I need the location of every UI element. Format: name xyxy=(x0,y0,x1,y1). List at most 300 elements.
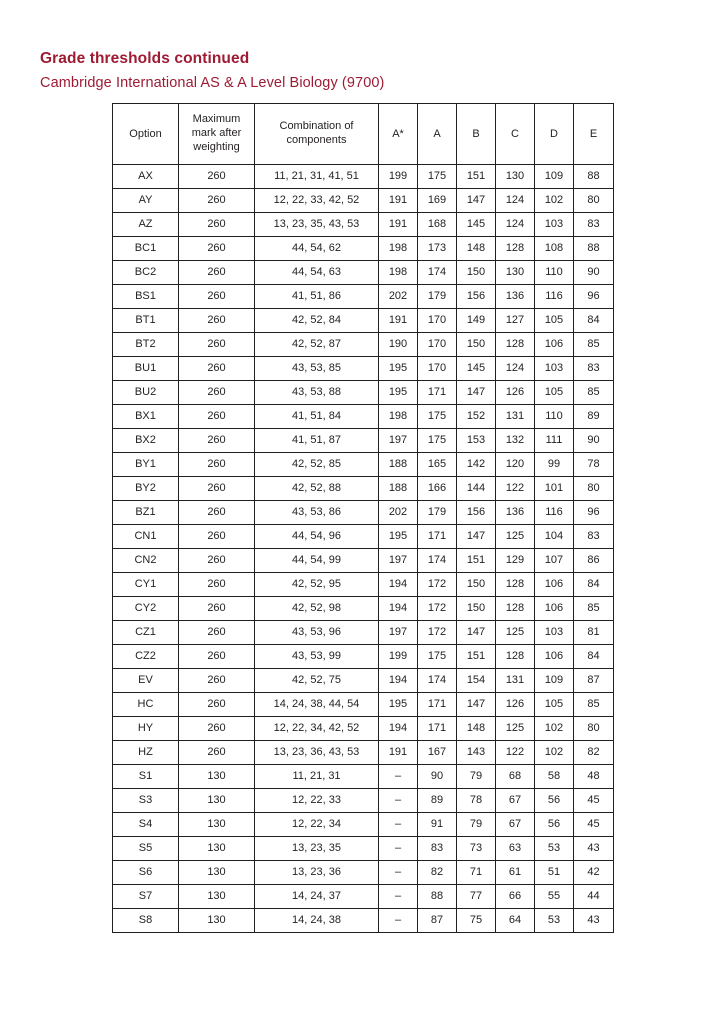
cell-grade-e: 84 xyxy=(574,645,614,669)
table-row xyxy=(113,333,614,357)
cell-grade-b: 156 xyxy=(457,501,496,525)
cell-combination: 44, 54, 99 xyxy=(255,549,379,573)
table-row xyxy=(113,885,614,909)
cell-option: S1 xyxy=(113,765,179,789)
cell-grade-d: 103 xyxy=(535,621,574,645)
cell-grade-c: 125 xyxy=(496,525,535,549)
cell-grade-e: 83 xyxy=(574,357,614,381)
column-header-combination-line-1: Combination of xyxy=(279,120,354,133)
cell-grade-a: 175 xyxy=(418,165,457,189)
cell-maximum-mark: 260 xyxy=(179,333,255,357)
cell-grade-b: 147 xyxy=(457,621,496,645)
cell-grade-a-star: 198 xyxy=(379,237,418,261)
cell-grade-b: 147 xyxy=(457,525,496,549)
cell-grade-c: 130 xyxy=(496,261,535,285)
cell-grade-a-star: 202 xyxy=(379,501,418,525)
cell-combination: 42, 52, 88 xyxy=(255,477,379,501)
cell-grade-e: 96 xyxy=(574,285,614,309)
cell-grade-b: 79 xyxy=(457,765,496,789)
cell-grade-d: 106 xyxy=(535,597,574,621)
cell-maximum-mark: 260 xyxy=(179,573,255,597)
cell-combination: 43, 53, 88 xyxy=(255,381,379,405)
cell-maximum-mark: 260 xyxy=(179,693,255,717)
cell-option: HY xyxy=(113,717,179,741)
cell-grade-b: 147 xyxy=(457,189,496,213)
cell-grade-d: 101 xyxy=(535,477,574,501)
cell-grade-a: 171 xyxy=(418,693,457,717)
cell-combination: 42, 52, 98 xyxy=(255,597,379,621)
cell-option: CY1 xyxy=(113,573,179,597)
cell-maximum-mark: 260 xyxy=(179,525,255,549)
cell-grade-a: 82 xyxy=(418,861,457,885)
column-header-combination-line-2: components xyxy=(286,134,347,146)
column-header-grade-b: B xyxy=(457,104,496,165)
cell-grade-a-star: – xyxy=(379,813,418,837)
cell-maximum-mark: 260 xyxy=(179,381,255,405)
cell-option: CZ1 xyxy=(113,621,179,645)
cell-grade-a: 173 xyxy=(418,237,457,261)
cell-option: S8 xyxy=(113,909,179,933)
cell-grade-a-star: 195 xyxy=(379,381,418,405)
cell-grade-a-star: 188 xyxy=(379,453,418,477)
column-header-grade-a-star: A* xyxy=(379,104,418,165)
cell-option: BC1 xyxy=(113,237,179,261)
cell-grade-e: 81 xyxy=(574,621,614,645)
cell-grade-e: 80 xyxy=(574,189,614,213)
table-row xyxy=(113,453,614,477)
column-header-grade-e: E xyxy=(574,104,614,165)
cell-combination: 41, 51, 84 xyxy=(255,405,379,429)
cell-combination: 43, 53, 99 xyxy=(255,645,379,669)
cell-option: CY2 xyxy=(113,597,179,621)
cell-maximum-mark: 260 xyxy=(179,213,255,237)
cell-grade-d: 99 xyxy=(535,453,574,477)
cell-grade-e: 43 xyxy=(574,837,614,861)
cell-grade-a: 166 xyxy=(418,477,457,501)
cell-grade-a-star: 194 xyxy=(379,669,418,693)
cell-grade-b: 71 xyxy=(457,861,496,885)
cell-option: S7 xyxy=(113,885,179,909)
cell-grade-b: 147 xyxy=(457,693,496,717)
cell-grade-d: 109 xyxy=(535,165,574,189)
cell-combination: 14, 24, 38, 44, 54 xyxy=(255,693,379,717)
cell-grade-e: 90 xyxy=(574,429,614,453)
cell-maximum-mark: 260 xyxy=(179,621,255,645)
table-row xyxy=(113,741,614,765)
cell-option: BX1 xyxy=(113,405,179,429)
table-row xyxy=(113,717,614,741)
table-row xyxy=(113,693,614,717)
cell-combination: 42, 52, 87 xyxy=(255,333,379,357)
cell-combination: 12, 22, 33 xyxy=(255,789,379,813)
cell-grade-a-star: – xyxy=(379,765,418,789)
cell-grade-a-star: 199 xyxy=(379,165,418,189)
cell-grade-c: 67 xyxy=(496,789,535,813)
cell-grade-a-star: 198 xyxy=(379,261,418,285)
cell-grade-a: 174 xyxy=(418,669,457,693)
cell-grade-e: 84 xyxy=(574,309,614,333)
cell-grade-c: 128 xyxy=(496,333,535,357)
cell-grade-b: 79 xyxy=(457,813,496,837)
cell-combination: 42, 52, 95 xyxy=(255,573,379,597)
cell-grade-a-star: 188 xyxy=(379,477,418,501)
cell-grade-b: 78 xyxy=(457,789,496,813)
cell-grade-b: 147 xyxy=(457,381,496,405)
cell-grade-b: 75 xyxy=(457,909,496,933)
cell-grade-e: 88 xyxy=(574,237,614,261)
cell-grade-c: 66 xyxy=(496,885,535,909)
cell-grade-c: 124 xyxy=(496,357,535,381)
cell-grade-a: 175 xyxy=(418,429,457,453)
cell-grade-c: 127 xyxy=(496,309,535,333)
table-row xyxy=(113,549,614,573)
cell-combination: 43, 53, 85 xyxy=(255,357,379,381)
heading-block xyxy=(40,48,660,94)
cell-maximum-mark: 260 xyxy=(179,453,255,477)
table-row xyxy=(113,405,614,429)
cell-grade-c: 125 xyxy=(496,717,535,741)
cell-maximum-mark: 260 xyxy=(179,717,255,741)
cell-grade-a: 172 xyxy=(418,573,457,597)
grade-thresholds-table-wrapper xyxy=(112,103,614,933)
cell-grade-b: 151 xyxy=(457,549,496,573)
cell-grade-c: 120 xyxy=(496,453,535,477)
cell-maximum-mark: 260 xyxy=(179,189,255,213)
cell-grade-a-star: 195 xyxy=(379,525,418,549)
cell-grade-c: 61 xyxy=(496,861,535,885)
cell-maximum-mark: 130 xyxy=(179,837,255,861)
cell-option: BX2 xyxy=(113,429,179,453)
cell-combination: 14, 24, 37 xyxy=(255,885,379,909)
cell-grade-e: 89 xyxy=(574,405,614,429)
cell-grade-a-star: 191 xyxy=(379,189,418,213)
cell-grade-b: 144 xyxy=(457,477,496,501)
cell-option: BT2 xyxy=(113,333,179,357)
table-row xyxy=(113,765,614,789)
cell-grade-b: 148 xyxy=(457,717,496,741)
cell-grade-d: 106 xyxy=(535,333,574,357)
cell-grade-b: 156 xyxy=(457,285,496,309)
cell-maximum-mark: 130 xyxy=(179,909,255,933)
cell-maximum-mark: 260 xyxy=(179,237,255,261)
cell-grade-d: 105 xyxy=(535,309,574,333)
cell-grade-a-star: – xyxy=(379,909,418,933)
cell-grade-a: 90 xyxy=(418,765,457,789)
cell-maximum-mark: 260 xyxy=(179,429,255,453)
cell-grade-a: 179 xyxy=(418,285,457,309)
cell-grade-c: 63 xyxy=(496,837,535,861)
cell-grade-b: 142 xyxy=(457,453,496,477)
cell-grade-c: 122 xyxy=(496,741,535,765)
table-row xyxy=(113,165,614,189)
cell-maximum-mark: 260 xyxy=(179,285,255,309)
cell-maximum-mark: 130 xyxy=(179,813,255,837)
table-row xyxy=(113,621,614,645)
cell-grade-d: 111 xyxy=(535,429,574,453)
cell-grade-e: 85 xyxy=(574,597,614,621)
page-subtitle: Cambridge International AS & A Level Biology (9700) xyxy=(40,75,385,92)
cell-option: BC2 xyxy=(113,261,179,285)
cell-grade-c: 128 xyxy=(496,237,535,261)
cell-grade-e: 84 xyxy=(574,573,614,597)
cell-grade-e: 90 xyxy=(574,261,614,285)
cell-grade-a: 170 xyxy=(418,333,457,357)
cell-grade-b: 150 xyxy=(457,333,496,357)
cell-grade-a-star: 199 xyxy=(379,645,418,669)
cell-grade-b: 149 xyxy=(457,309,496,333)
cell-grade-a: 87 xyxy=(418,909,457,933)
cell-option: BY2 xyxy=(113,477,179,501)
cell-grade-a: 88 xyxy=(418,885,457,909)
cell-grade-e: 96 xyxy=(574,501,614,525)
cell-option: CZ2 xyxy=(113,645,179,669)
cell-grade-c: 130 xyxy=(496,165,535,189)
table-body xyxy=(113,165,614,933)
table-row xyxy=(113,813,614,837)
table-row xyxy=(113,837,614,861)
cell-grade-c: 128 xyxy=(496,573,535,597)
cell-grade-d: 102 xyxy=(535,189,574,213)
cell-combination: 44, 54, 63 xyxy=(255,261,379,285)
cell-grade-d: 116 xyxy=(535,501,574,525)
table-row xyxy=(113,789,614,813)
cell-maximum-mark: 260 xyxy=(179,669,255,693)
cell-maximum-mark: 260 xyxy=(179,357,255,381)
cell-grade-c: 132 xyxy=(496,429,535,453)
cell-grade-a: 172 xyxy=(418,597,457,621)
cell-grade-a-star: 198 xyxy=(379,405,418,429)
cell-grade-a: 171 xyxy=(418,525,457,549)
cell-grade-d: 51 xyxy=(535,861,574,885)
cell-grade-a: 89 xyxy=(418,789,457,813)
table-row xyxy=(113,189,614,213)
table-row xyxy=(113,285,614,309)
column-header-option: Option xyxy=(113,104,179,165)
cell-combination: 13, 23, 35, 43, 53 xyxy=(255,213,379,237)
cell-option: BZ1 xyxy=(113,501,179,525)
cell-grade-d: 56 xyxy=(535,813,574,837)
cell-option: CN2 xyxy=(113,549,179,573)
table-row xyxy=(113,525,614,549)
table-row xyxy=(113,861,614,885)
cell-combination: 44, 54, 96 xyxy=(255,525,379,549)
cell-grade-e: 45 xyxy=(574,789,614,813)
table-row xyxy=(113,573,614,597)
cell-grade-d: 107 xyxy=(535,549,574,573)
column-header-maximum-mark-line-2: mark after xyxy=(191,127,242,140)
cell-combination: 12, 22, 33, 42, 52 xyxy=(255,189,379,213)
cell-grade-a-star: 202 xyxy=(379,285,418,309)
cell-option: HC xyxy=(113,693,179,717)
cell-grade-a-star: – xyxy=(379,789,418,813)
cell-grade-b: 143 xyxy=(457,741,496,765)
column-header-maximum-mark-line-3: weighting xyxy=(193,140,240,153)
cell-option: BS1 xyxy=(113,285,179,309)
cell-grade-e: 78 xyxy=(574,453,614,477)
cell-grade-a: 169 xyxy=(418,189,457,213)
cell-grade-d: 56 xyxy=(535,789,574,813)
cell-grade-a: 167 xyxy=(418,741,457,765)
cell-grade-b: 154 xyxy=(457,669,496,693)
table-row xyxy=(113,429,614,453)
cell-grade-b: 150 xyxy=(457,261,496,285)
cell-maximum-mark: 260 xyxy=(179,261,255,285)
cell-maximum-mark: 260 xyxy=(179,597,255,621)
cell-grade-a: 170 xyxy=(418,309,457,333)
cell-grade-b: 150 xyxy=(457,597,496,621)
cell-grade-e: 87 xyxy=(574,669,614,693)
cell-grade-c: 64 xyxy=(496,909,535,933)
cell-grade-e: 48 xyxy=(574,765,614,789)
cell-maximum-mark: 260 xyxy=(179,477,255,501)
cell-maximum-mark: 130 xyxy=(179,885,255,909)
cell-grade-e: 82 xyxy=(574,741,614,765)
cell-grade-b: 73 xyxy=(457,837,496,861)
cell-grade-e: 85 xyxy=(574,693,614,717)
cell-option: HZ xyxy=(113,741,179,765)
cell-grade-c: 67 xyxy=(496,813,535,837)
cell-option: AZ xyxy=(113,213,179,237)
cell-combination: 13, 23, 36 xyxy=(255,861,379,885)
cell-grade-d: 103 xyxy=(535,357,574,381)
cell-option: CN1 xyxy=(113,525,179,549)
cell-grade-c: 136 xyxy=(496,285,535,309)
cell-grade-a: 174 xyxy=(418,261,457,285)
cell-combination: 14, 24, 38 xyxy=(255,909,379,933)
cell-grade-c: 126 xyxy=(496,381,535,405)
cell-combination: 13, 23, 35 xyxy=(255,837,379,861)
cell-option: BU1 xyxy=(113,357,179,381)
cell-grade-a-star: 194 xyxy=(379,717,418,741)
column-header-grade-d: D xyxy=(535,104,574,165)
cell-option: AY xyxy=(113,189,179,213)
cell-grade-a-star: 194 xyxy=(379,597,418,621)
cell-grade-d: 110 xyxy=(535,261,574,285)
table-row xyxy=(113,213,614,237)
cell-grade-d: 106 xyxy=(535,573,574,597)
cell-option: S6 xyxy=(113,861,179,885)
table-row xyxy=(113,909,614,933)
cell-grade-d: 103 xyxy=(535,213,574,237)
cell-grade-a: 83 xyxy=(418,837,457,861)
column-header-maximum-mark-line-1: Maximum xyxy=(192,113,241,126)
cell-grade-b: 151 xyxy=(457,645,496,669)
cell-grade-d: 116 xyxy=(535,285,574,309)
cell-maximum-mark: 260 xyxy=(179,501,255,525)
cell-grade-d: 53 xyxy=(535,909,574,933)
cell-grade-a-star: 191 xyxy=(379,213,418,237)
table-row xyxy=(113,597,614,621)
cell-option: AX xyxy=(113,165,179,189)
cell-grade-b: 148 xyxy=(457,237,496,261)
cell-grade-c: 131 xyxy=(496,669,535,693)
column-header-combination xyxy=(255,104,379,165)
cell-grade-d: 110 xyxy=(535,405,574,429)
cell-maximum-mark: 130 xyxy=(179,861,255,885)
cell-maximum-mark: 260 xyxy=(179,645,255,669)
cell-grade-e: 88 xyxy=(574,165,614,189)
cell-grade-c: 124 xyxy=(496,189,535,213)
cell-option: S4 xyxy=(113,813,179,837)
cell-option: EV xyxy=(113,669,179,693)
table-row xyxy=(113,501,614,525)
cell-grade-a-star: 195 xyxy=(379,693,418,717)
cell-maximum-mark: 260 xyxy=(179,549,255,573)
cell-grade-d: 102 xyxy=(535,741,574,765)
cell-grade-b: 77 xyxy=(457,885,496,909)
cell-grade-c: 122 xyxy=(496,477,535,501)
cell-grade-a-star: 197 xyxy=(379,429,418,453)
cell-maximum-mark: 130 xyxy=(179,765,255,789)
cell-grade-a: 171 xyxy=(418,717,457,741)
cell-combination: 11, 21, 31 xyxy=(255,765,379,789)
cell-grade-e: 86 xyxy=(574,549,614,573)
table-row xyxy=(113,309,614,333)
cell-maximum-mark: 260 xyxy=(179,165,255,189)
cell-grade-e: 83 xyxy=(574,525,614,549)
cell-grade-a-star: 190 xyxy=(379,333,418,357)
cell-grade-c: 129 xyxy=(496,549,535,573)
cell-grade-a: 170 xyxy=(418,357,457,381)
cell-combination: 42, 52, 84 xyxy=(255,309,379,333)
table-row xyxy=(113,381,614,405)
cell-grade-e: 85 xyxy=(574,333,614,357)
table-row xyxy=(113,261,614,285)
cell-combination: 12, 22, 34 xyxy=(255,813,379,837)
cell-grade-a: 172 xyxy=(418,621,457,645)
cell-grade-b: 152 xyxy=(457,405,496,429)
cell-grade-a: 174 xyxy=(418,549,457,573)
cell-combination: 11, 21, 31, 41, 51 xyxy=(255,165,379,189)
cell-grade-a: 179 xyxy=(418,501,457,525)
cell-grade-e: 80 xyxy=(574,477,614,501)
table-row xyxy=(113,237,614,261)
grade-thresholds-table xyxy=(112,103,614,933)
cell-grade-c: 124 xyxy=(496,213,535,237)
cell-grade-a: 175 xyxy=(418,645,457,669)
cell-grade-d: 109 xyxy=(535,669,574,693)
cell-option: BT1 xyxy=(113,309,179,333)
cell-combination: 43, 53, 96 xyxy=(255,621,379,645)
cell-option: S3 xyxy=(113,789,179,813)
cell-grade-a-star: – xyxy=(379,885,418,909)
cell-grade-a: 165 xyxy=(418,453,457,477)
cell-grade-c: 125 xyxy=(496,621,535,645)
cell-grade-c: 131 xyxy=(496,405,535,429)
cell-combination: 42, 52, 85 xyxy=(255,453,379,477)
table-row xyxy=(113,669,614,693)
column-header-grade-a: A xyxy=(418,104,457,165)
cell-grade-a: 171 xyxy=(418,381,457,405)
cell-maximum-mark: 260 xyxy=(179,741,255,765)
cell-grade-d: 106 xyxy=(535,645,574,669)
cell-grade-e: 43 xyxy=(574,909,614,933)
cell-grade-e: 85 xyxy=(574,381,614,405)
cell-grade-d: 102 xyxy=(535,717,574,741)
cell-maximum-mark: 260 xyxy=(179,309,255,333)
cell-grade-b: 145 xyxy=(457,357,496,381)
cell-option: BU2 xyxy=(113,381,179,405)
cell-grade-a-star: – xyxy=(379,837,418,861)
cell-grade-c: 126 xyxy=(496,693,535,717)
cell-grade-c: 128 xyxy=(496,645,535,669)
cell-grade-a-star: 197 xyxy=(379,621,418,645)
cell-grade-a: 175 xyxy=(418,405,457,429)
cell-combination: 41, 51, 86 xyxy=(255,285,379,309)
cell-grade-c: 136 xyxy=(496,501,535,525)
cell-option: BY1 xyxy=(113,453,179,477)
cell-grade-b: 150 xyxy=(457,573,496,597)
